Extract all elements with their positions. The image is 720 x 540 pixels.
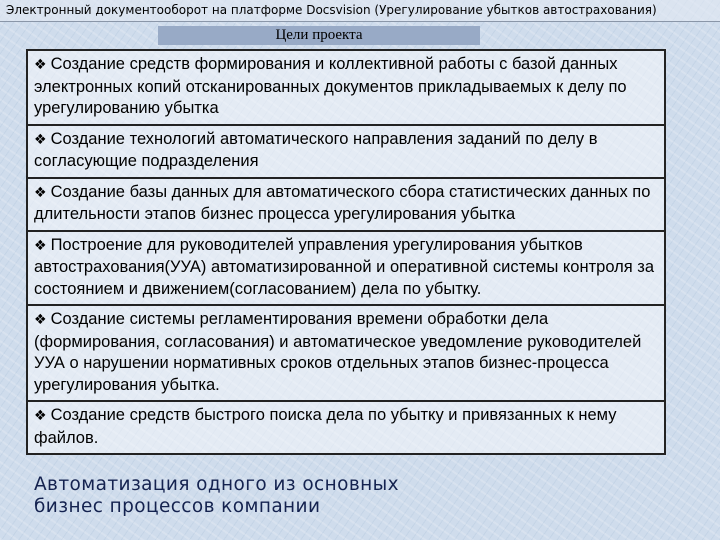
- diamond-bullet-icon: ❖: [34, 57, 47, 73]
- goals-title: Цели проекта: [158, 26, 480, 45]
- slide-header: [0, 0, 720, 22]
- slide-header-title: Электронный документооборот на платформе Docsvision (Урегулирование убытков автострахования): [6, 3, 657, 17]
- diamond-bullet-icon: ❖: [34, 312, 47, 328]
- diamond-bullet-icon: ❖: [34, 131, 47, 148]
- diamond-bullet-icon: ❖: [34, 408, 47, 424]
- goal-item-6: [28, 402, 664, 453]
- footer-line-2: бизнес процессов компании: [34, 496, 321, 517]
- goal-item-4: [28, 232, 664, 307]
- goal-item-3: [28, 179, 664, 232]
- goal-item-5: [28, 306, 664, 402]
- diamond-bullet-icon: ❖: [34, 237, 47, 254]
- goal-text-1: Создание средств формирования и коллективной работы с базой данных электронных копий отсканированных документов прикладываемых к делу по урегулированию убытка: [34, 55, 627, 117]
- goal-text-4: Построение для руководителей управления урегулирования убытков автострахования(УУА) автоматизированной и оперативной системы контроля за состоянием и движением(согласованием) дела по убытку.: [34, 235, 655, 298]
- footer-caption: [34, 474, 494, 518]
- goal-text-5: Создание системы регламентирования времени обработки дела (формирования, согласования) и автоматическое уведомление руководителей УУА о нарушении нормативных сроков отдельных этапов бизнес-процесса урегулирования убытка.: [34, 310, 642, 394]
- goal-item-2: [28, 126, 664, 179]
- goal-text-3: Создание базы данных для автоматического сбора статистических данных по длительности этапов бизнес процесса урегулирования убытка: [34, 182, 651, 223]
- diamond-bullet-icon: ❖: [34, 184, 47, 201]
- goal-text-6: Создание средств быстрого поиска дела по убытку и привязанных к нему файлов.: [34, 406, 617, 447]
- goal-text-2: Создание технологий автоматического направления заданий по делу в согласующие подразделения: [34, 129, 598, 170]
- goals-list: [26, 49, 666, 455]
- goal-item-1: [28, 51, 664, 126]
- footer-line-1: Автоматизация одного из основных: [34, 474, 399, 495]
